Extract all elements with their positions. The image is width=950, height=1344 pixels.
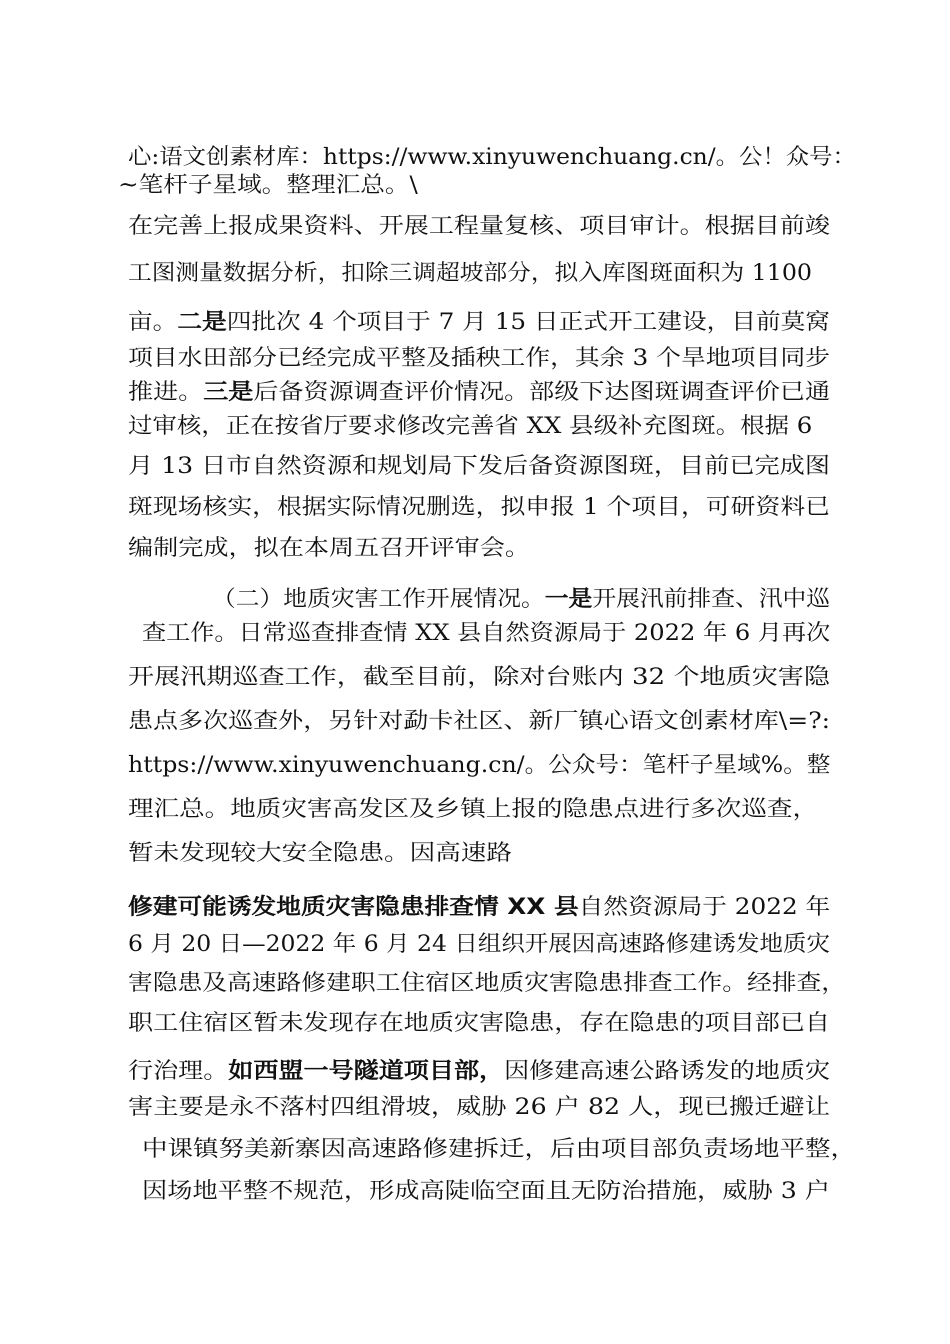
- text-line-21: 害隐患及高速路修建职工住宿区地质灾害隐患排查工作。经排查，: [128, 971, 847, 996]
- text-line-11: 编制完成，拟在本周五召开评审会。: [128, 536, 531, 561]
- text-line-2: ~笔杆子星域。整理汇总。\: [118, 173, 418, 198]
- text-line-20: 6 月 20 日—2022 年 6 月 24 日组织开展因高速路修建诱发地质灾: [128, 932, 830, 957]
- subsection-heading: 修建可能诱发地质灾害隐患排查情 XX 县: [128, 895, 579, 920]
- text-line-26: 因场地平整不规范，形成高陡临空面且无防治措施，威胁 3 户: [142, 1179, 830, 1204]
- text-line-6: 项目水田部分已经完成平整及插秧工作，其余 3 个旱地项目同步: [128, 346, 830, 371]
- text-line-15: 患点多次巡查外，另针对勐卡社区、新厂镇心语文创素材库\=?:: [128, 709, 831, 734]
- text-line-9: 月 13 日市自然资源和规划局下发后备资源图斑，目前已完成图: [128, 454, 830, 479]
- text-line-25: 中课镇努美新寨因高速路修建拆迁，后由项目部负责场地平整，: [142, 1137, 857, 1162]
- text-line-7: 推进。三是后备资源调查评价情况。部级下达图斑调查评价已通: [128, 380, 831, 405]
- text-line-14: 开展汛期巡查工作，截至目前，除对台账内 32 个地质灾害隐: [128, 665, 830, 690]
- text-line-23: 行治理。如西盟一号隧道项目部，因修建高速公路诱发的地质灾: [128, 1059, 831, 1084]
- text-line-3: 在完善上报成果资料、开展工程量复核、项目审计。根据目前竣: [128, 214, 831, 239]
- text-line-5: 亩。二是四批次 4 个项目于 7 月 15 日正式开工建设，目前莫窝: [128, 310, 830, 335]
- text-line-4: 工图测量数据分析，扣除三调超坡部分，拟入库图斑面积为 1100: [128, 261, 812, 286]
- key-point-1: 一是: [544, 587, 593, 612]
- text-line-13: 查工作。日常巡查排查情 XX 县自然资源局于 2022 年 6 月再次: [142, 621, 831, 646]
- text-line-19: 修建可能诱发地质灾害隐患排查情 XX 县自然资源局于 2022 年: [128, 895, 831, 920]
- text-line-18: 暂未发现较大安全隐患。因高速路: [128, 841, 513, 866]
- text-line-10: 斑现场核实，根据实际情况删选，拟申报 1 个项目，可研资料已: [128, 495, 830, 520]
- text-line-17: 理汇总。地质灾害高发区及乡镇上报的隐患点进行多次巡查，: [128, 797, 819, 822]
- text-line-16: https://www.xinyuwenchuang.cn/。公众号：笔杆子星域%。整: [128, 753, 831, 778]
- key-point-2: 二是: [177, 310, 227, 335]
- project-highlight: 如西盟一号隧道项目部，: [228, 1059, 505, 1084]
- text-line-24: 害主要是永不落村四组滑坡，威胁 26 户 82 人，现已搬迁避让: [128, 1095, 830, 1120]
- text-line-8: 过审核，正在按省厅要求修改完善省 XX 县级补充图斑。根据 6: [128, 414, 813, 439]
- text-line-22: 职工住宿区暂未发现存在地质灾害隐患，存在隐患的项目部已自: [128, 1011, 831, 1036]
- text-line-12: （二）地质灾害工作开展情况。一是开展汛前排查、汛中巡: [212, 587, 831, 612]
- key-point-3: 三是: [203, 380, 254, 405]
- text-line-1: 心:语文创素材库：https://www.xinyuwenchuang.cn/。公！众号：: [128, 145, 856, 170]
